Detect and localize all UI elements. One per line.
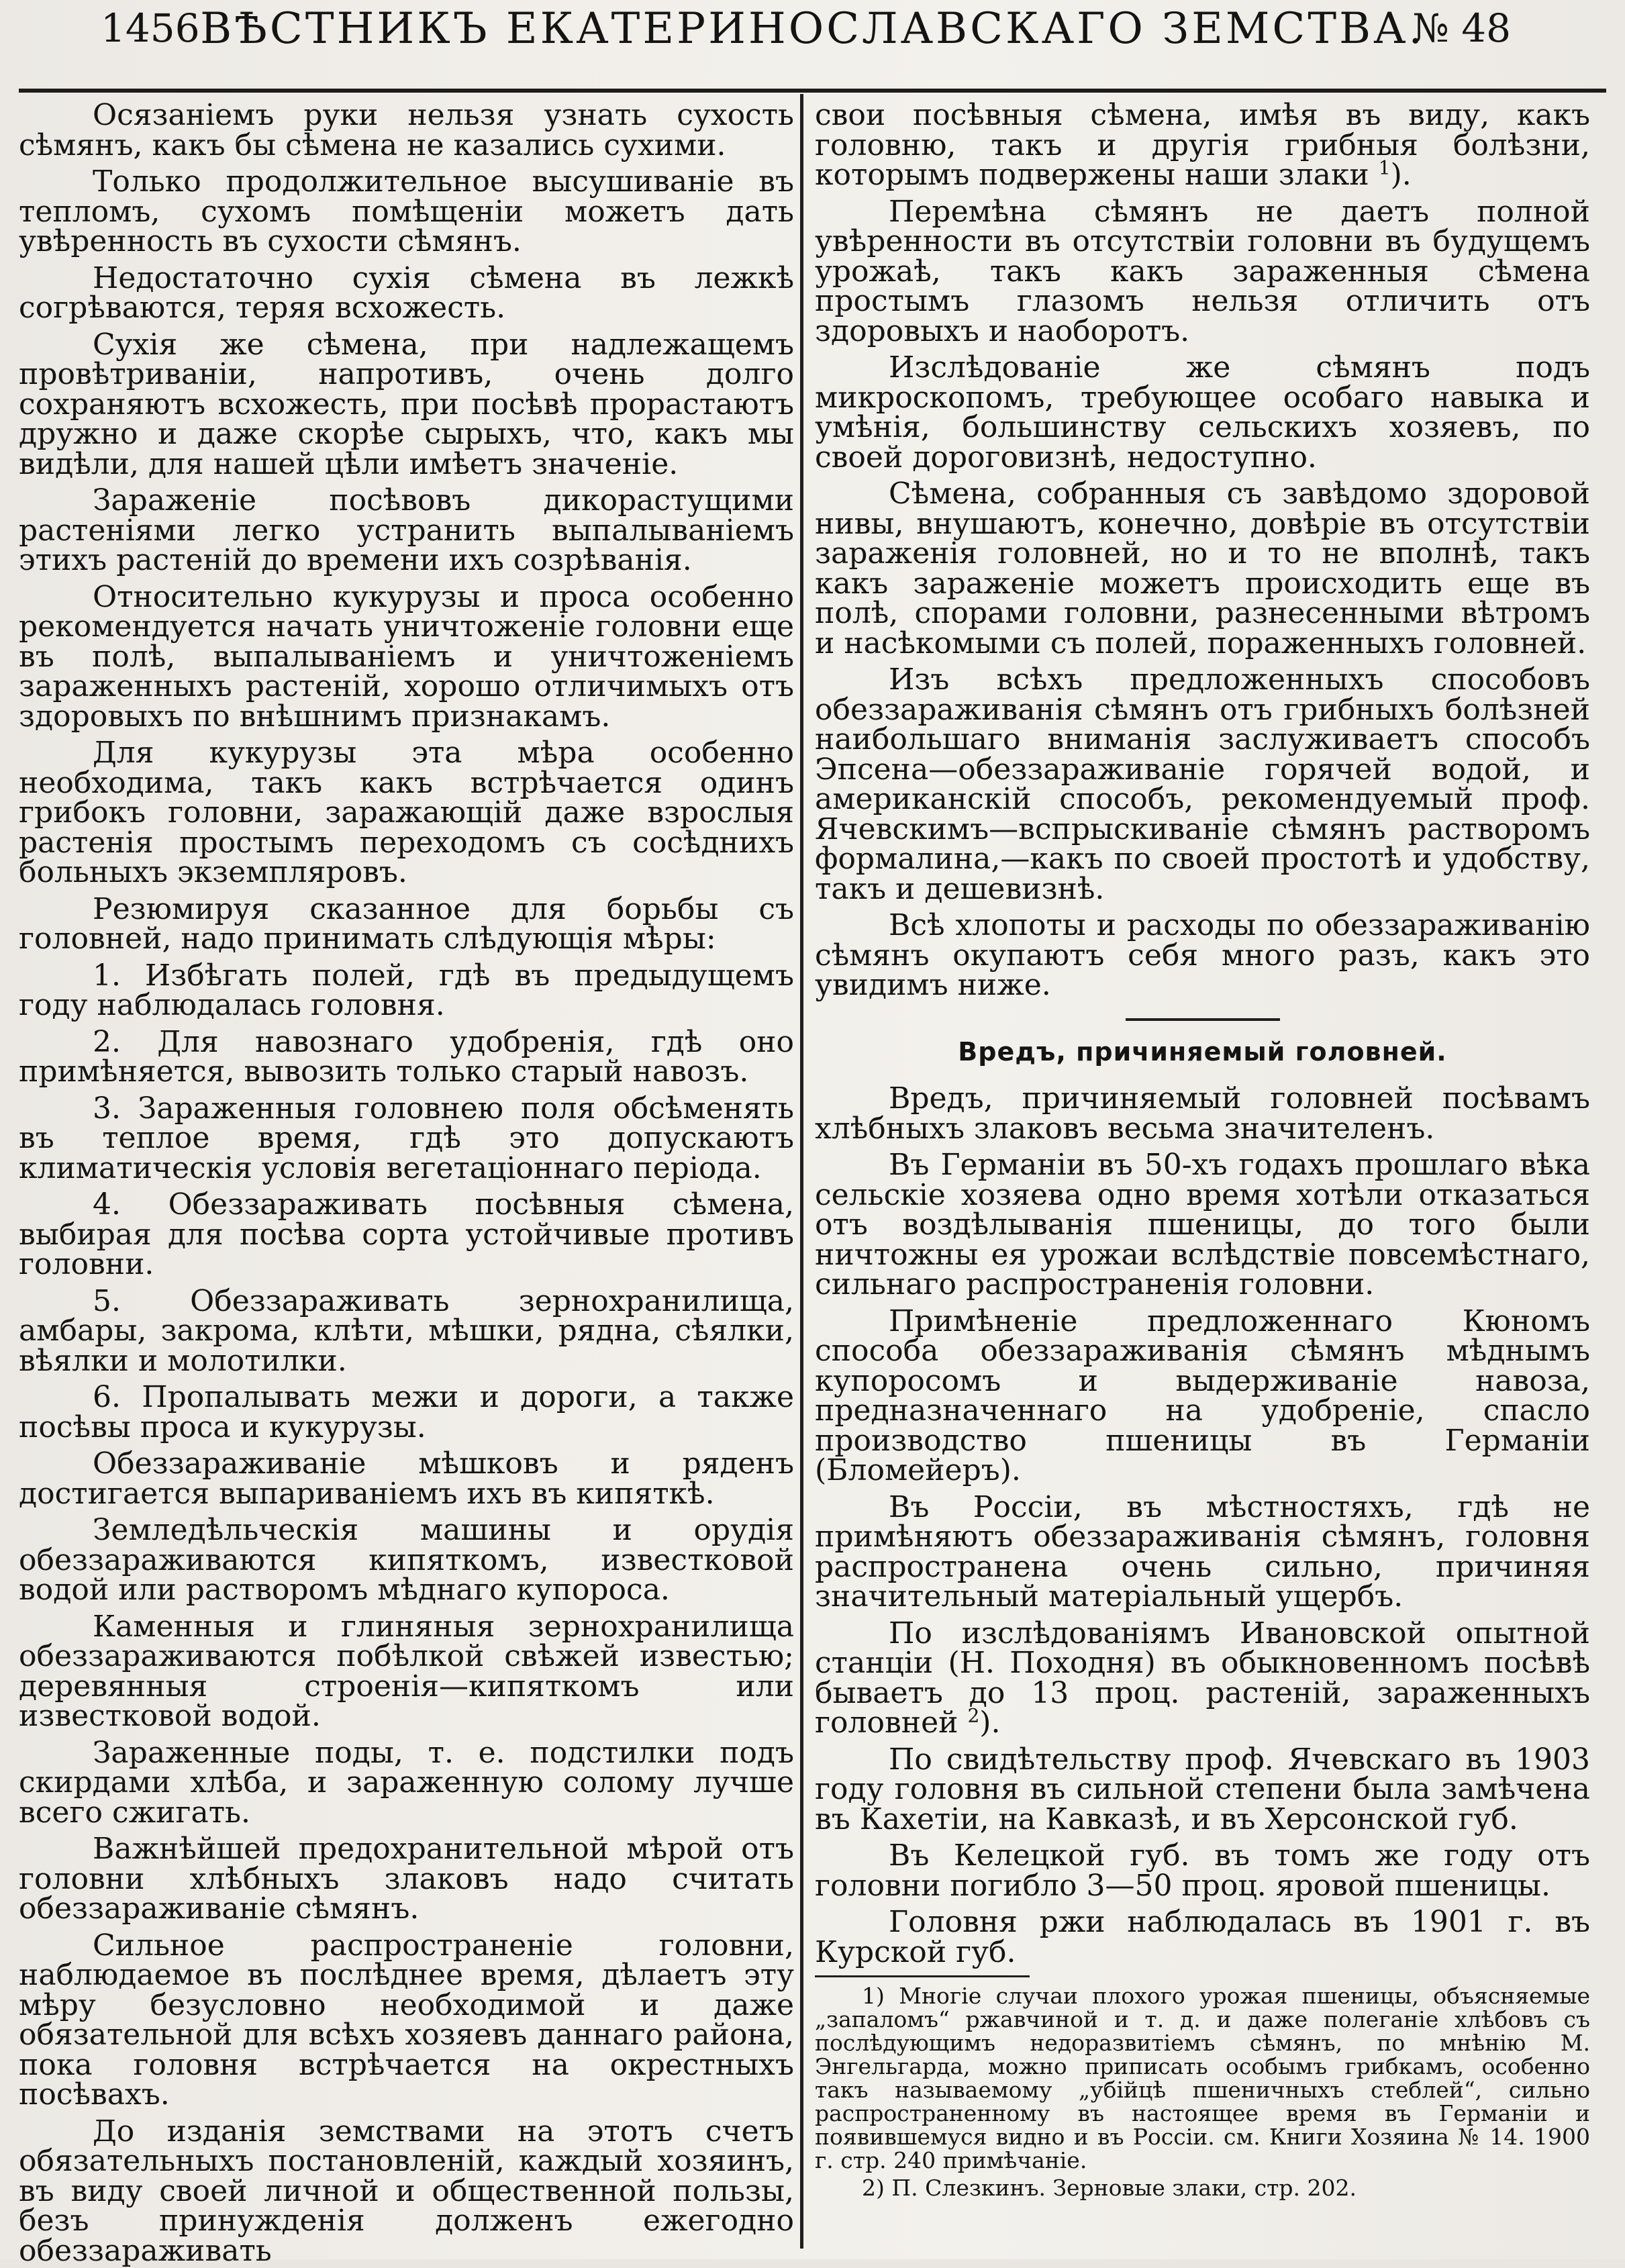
paragraph: Изслѣдованіе же сѣмянъ подъ микроскопомъ, требующее особаго навыка и умѣнія, большинству сельскихъ хозяевъ, по своей дороговизнѣ, недоступно.	[815, 350, 1590, 475]
right-column	[815, 98, 1590, 2235]
paragraph: Каменныя и глиняныя зернохранилища обеззараживаются побѣлкой свѣжей известью; деревянныя строенія—кипяткомъ или известковой водой.	[19, 1609, 794, 1733]
footnote-rule	[815, 1975, 1030, 1977]
paragraph: Для кукурузы эта мѣра особенно необходима, такъ какъ встрѣчается одинъ грибокъ головни, заражающій даже взрослыя растенія простымъ переходомъ съ сосѣднихъ больныхъ экземпляровъ.	[19, 736, 794, 889]
footnote: 2) П. Слезкинъ. Зерновые злаки, стр. 202.	[862, 2175, 1357, 2201]
list-item: 3. Зараженныя головнею поля обсѣменять въ теплое время, гдѣ это допускаютъ климатическія условія вегетаціоннаго періода.	[19, 1091, 794, 1185]
paragraph: Недостаточно сухія сѣмена въ лежкѣ согрѣваются, теряя всхожесть.	[19, 260, 794, 325]
column-divider	[800, 94, 803, 2249]
journal-title: ВѢСТНИКЪ ЕКАТЕРИНОСЛАВСКАГО ЗЕМСТВА.	[200, 4, 1425, 54]
paragraph: Въ Германіи въ 50-хъ годахъ прошлаго вѣка сельскіе хозяева одно время хотѣли отказаться отъ воздѣлыванія пшеницы, до того были ничтожны ея урожаи вслѣдствіе повсемѣстнаго, сильнаго распространенія головни.	[815, 1148, 1590, 1301]
footnote: 1) Многіе случаи плохого урожая пшеницы, объясняемые „запаломъ“ ржавчиной и т. д. и даже полеганіе хлѣбовъ съ послѣдующимъ недоразвитіемъ сѣмянъ, по мнѣнію М. Энгельгарда, можно приписать особымъ грибкамъ, особенно такъ называемому „убійцѣ пшеничныхъ стеблей“, сильно распространенному въ настоящее время въ Германіи и появившемуся видно и въ Россіи. см. Книги Хозяина № 14. 1900 г. стр. 240 примѣчаніе.	[815, 1983, 1590, 2173]
paragraph: Сѣмена, собранныя съ завѣдомо здоровой нивы, внушаютъ, конечно, довѣріе въ отсутствіи зараженія головней, но и то не вполнѣ, такъ какъ зараженіе можетъ происходить еще въ полѣ, спорами головни, разнесенными вѣтромъ и насѣкомыми съ полей, пораженныхъ головней.	[815, 477, 1590, 660]
page-header	[0, 0, 1625, 74]
paragraph: Важнѣйшей предохранительной мѣрой отъ головни хлѣбныхъ злаковъ надо считать обеззараживаніе сѣмянъ.	[19, 1832, 794, 1926]
paragraph: Изъ всѣхъ предложенныхъ способовъ обеззараживанія сѣмянъ отъ грибныхъ болѣзней наибольшаго вниманія заслуживаетъ способъ Эпсена—обеззараживаніе горячей водой, и американскій способъ, рекомендуемый проф. Ячевскимъ—вспрыскиваніе сѣмянъ растворомъ формалина,—какъ по своей простотѣ и удобству, такъ и дешевизнѣ.	[815, 662, 1590, 906]
paragraph: Резюмируя сказанное для борьбы съ головней, надо принимать слѣдующія мѣры:	[19, 891, 794, 956]
paragraph: По изслѣдованіямъ Ивановской опытной станціи (Н. Походня) въ обыкновенномъ посѣвѣ бываетъ до 13 проц. растеній, зараженныхъ головней $^2$).	[815, 1616, 1590, 1740]
paragraph: До изданія земствами на этотъ счетъ обязательныхъ постановленій, каждый хозяинъ, въ виду своей личной и общественной пользы, безъ принужденія долженъ ежегодно обеззараживать	[19, 2114, 794, 2268]
paragraph: Зараженные поды, т. е. подстилки подъ скирдами хлѣба, и зараженную солому лучше всего сжигать.	[19, 1735, 794, 1830]
section-rule	[1126, 1018, 1280, 1021]
page-number: 1456	[101, 5, 200, 51]
paragraph: Земледѣльческія машины и орудія обеззараживаются кипяткомъ, известковой водой или растворомъ мѣднаго купороса.	[19, 1513, 794, 1607]
paragraph: Относительно кукурузы и проса особенно рекомендуется начать уничтоженіе головни еще въ полѣ, выпалываніемъ и уничтоженіемъ зараженныхъ растеній, хорошо отличимыхъ отъ здоровыхъ по внѣшнимъ признакамъ.	[19, 579, 794, 734]
paragraph: Перемѣна сѣмянъ не даетъ полной увѣренности въ отсутствіи головни въ будущемъ урожаѣ, такъ какъ зараженныя сѣмена простымъ глазомъ нельзя отличить отъ здоровыхъ и наоборотъ.	[815, 194, 1590, 348]
paragraph: Осязаніемъ руки нельзя узнать сухость сѣмянъ, какъ бы сѣмена не казались сухими.	[19, 98, 794, 162]
paragraph: Въ Келецкой губ. въ томъ же году отъ головни погибло 3—50 проц. яровой пшеницы.	[815, 1838, 1590, 1903]
list-item: 6. Пропалывать межи и дороги, а также посѣвы проса и кукурузы.	[19, 1380, 794, 1444]
paragraph: Всѣ хлопоты и расходы по обеззараживанію сѣмянъ окупаютъ себя много разъ, какъ это увидимъ ниже.	[815, 908, 1590, 1002]
section-heading: Вредъ, причиняемый головней.	[958, 1036, 1447, 1067]
footnote-mark: 2	[967, 1704, 980, 1727]
paragraph: Сильное распространеніе головни, наблюдаемое въ послѣднее время, дѣлаетъ эту мѣру безусловно необходимой и даже обязательной для всѣхъ хозяевъ даннаго района, пока головня встрѣчается на окрестныхъ посѣвахъ.	[19, 1928, 794, 2112]
footnote-mark: 1	[1378, 156, 1391, 179]
paragraph: По свидѣтельству проф. Ячевскаго въ 1903 году головня въ сильной степени была замѣчена въ Кахетіи, на Кавказѣ, и въ Херсонской губ.	[815, 1742, 1590, 1836]
paragraph: Въ Россіи, въ мѣстностяхъ, гдѣ не примѣняютъ обеззараживанія сѣмянъ, головня распространена очень сильно, причиняя значительный матеріальный ущербъ.	[815, 1489, 1590, 1614]
left-column	[19, 98, 794, 2268]
paragraph: Зараженіе посѣвовъ дикорастущими растеніями легко устранить выпалываніемъ этихъ растеній до времени ихъ созрѣванія.	[19, 483, 794, 577]
issue-number: № 48	[1412, 5, 1511, 51]
paragraph-text: По изслѣдованіямъ Ивановской опытной станціи (Н. Походня) въ обыкновенномъ посѣвѣ бываетъ до 13 проц. растеній, зараженныхъ головней	[815, 1616, 1590, 1740]
paragraph: Обеззараживаніе мѣшковъ и ряденъ достигается выпариваніемъ ихъ въ кипяткѣ.	[19, 1446, 794, 1511]
continuation-text: свои посѣвныя сѣмена, имѣя въ виду, какъ головню, такъ и другія грибныя болѣзни, которымъ подвержены наши злаки	[815, 98, 1590, 192]
paragraph: Сухія же сѣмена, при надлежащемъ провѣтриваніи, напротивъ, очень долго сохраняютъ всхожесть, при посѣвѣ прорастаютъ дружно и даже скорѣе сырыхъ, что, какъ мы видѣли, для нашей цѣли имѣетъ значеніе.	[19, 327, 794, 481]
paragraph: Головня ржи наблюдалась въ 1901 г. въ Курской губ.	[815, 1905, 1590, 1969]
list-item: 4. Обеззараживать посѣвныя сѣмена, выбирая для посѣва сорта устойчивые противъ головни.	[19, 1187, 794, 1281]
list-item: 1. Избѣгать полей, гдѣ въ предыдущемъ году наблюдалась головня.	[19, 958, 794, 1022]
paragraph-continuation: свои посѣвныя сѣмена, имѣя въ виду, какъ головню, такъ и другія грибныя болѣзни, которымъ подвержены наши злаки $^1$).	[815, 98, 1590, 192]
header-rule	[19, 89, 1606, 93]
list-item: 5. Обеззараживать зернохранилища, амбары, закрома, клѣти, мѣшки, рядна, сѣялки, вѣялки и молотилки.	[19, 1283, 794, 1378]
paragraph: Примѣненіе предложеннаго Кюномъ способа обеззараживанія сѣмянъ мѣднымъ купоросомъ и выдерживаніе навоза, предназначеннаго на удобреніе, спасло производство пшеницы въ Германіи (Бломейеръ).	[815, 1303, 1590, 1487]
paragraph: Вредъ, причиняемый головней посѣвамъ хлѣбныхъ злаковъ весьма значителенъ.	[815, 1081, 1590, 1146]
list-item: 2. Для навознаго удобренія, гдѣ оно примѣняется, вывозить только старый навозъ.	[19, 1024, 794, 1089]
paragraph: Только продолжительное высушиваніе въ тепломъ, сухомъ помѣщеніи можетъ дать увѣренность въ сухости сѣмянъ.	[19, 164, 794, 258]
